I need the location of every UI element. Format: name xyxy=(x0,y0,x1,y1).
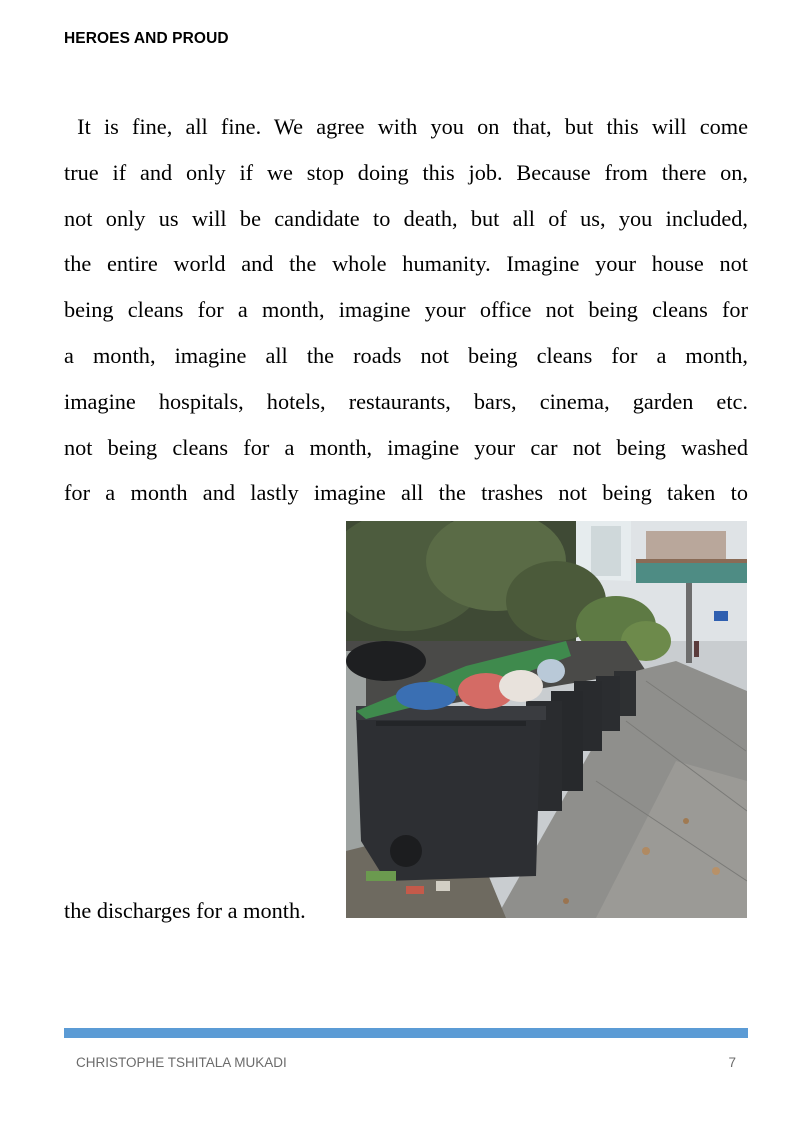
page-number: 7 xyxy=(728,1055,736,1070)
paragraph-line: not being cleans for a month, imagine your car not being washed xyxy=(64,434,748,460)
paragraph-line: a month, imagine all the roads not being cleans for a month, xyxy=(64,342,748,368)
running-header: HEROES AND PROUD xyxy=(64,30,229,47)
paragraph-final-line: the discharges for a month. xyxy=(64,898,306,923)
paragraph-line: being cleans for a month, imagine your office not being cleans for xyxy=(64,297,748,323)
paragraph-line: for a month and lastly imagine all the trashes not being taken to xyxy=(64,480,748,506)
footer-rule xyxy=(64,1028,748,1038)
body-paragraph xyxy=(64,104,748,516)
paragraph-line: true if and only if we stop doing this job. Because from there on, xyxy=(64,159,748,185)
footer-author: CHRISTOPHE TSHITALA MUKADI xyxy=(76,1055,287,1070)
paragraph-line: not only us will be candidate to death, but all of us, you included, xyxy=(64,205,748,231)
paragraph-line: imagine hospitals, hotels, restaurants, bars, cinema, garden etc. xyxy=(64,388,748,414)
paragraph-line: the entire world and the whole humanity. Imagine your house not xyxy=(64,251,748,277)
street-wheelie-bins-photo xyxy=(346,521,747,918)
paragraph-line: It is fine, all fine. We agree with you on that, but this will come xyxy=(64,114,748,139)
